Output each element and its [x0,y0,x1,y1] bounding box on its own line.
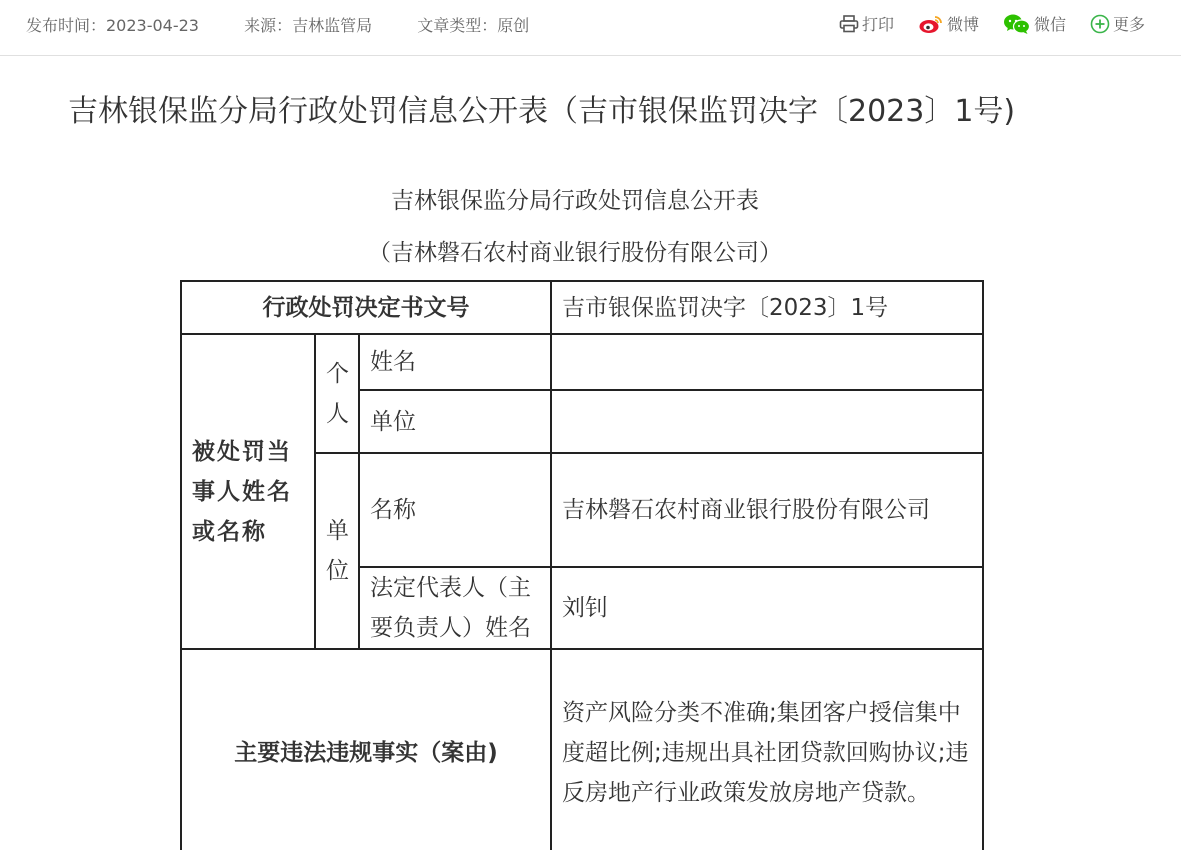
article-type: 文章类型：原创 [417,16,530,35]
decision-number-value: 吉市银保监罚决字〔2023〕1号 [551,281,983,334]
table-row [181,334,983,390]
decision-number-label: 行政处罚决定书文号 [181,281,551,334]
plus-circle-icon [1090,14,1110,34]
entity-label: 单位 [315,453,359,649]
individual-name-label: 姓名 [359,334,551,390]
legal-representative-value: 刘钊 [551,567,983,649]
article-meta [26,13,529,36]
individual-name-value [551,334,983,390]
print-label: 打印 [861,15,894,34]
weibo-label: 微博 [946,15,979,34]
more-share-button[interactable] [1090,12,1145,35]
entity-name-value: 吉林磐石农村商业银行股份有限公司 [551,453,983,567]
entity-name-label: 名称 [359,453,551,567]
share-toolbar [815,12,1145,35]
article-source: 来源：吉林监管局 [244,16,373,35]
wechat-share-button[interactable] [1003,12,1066,35]
individual-unit-value [551,390,983,453]
individual-unit-label: 单位 [359,390,551,453]
publish-time: 发布时间：2023-04-23 [26,16,199,35]
weibo-icon [918,14,944,34]
article-meta-bar [0,0,1181,56]
penalty-info-table [180,280,984,850]
wechat-icon [1003,13,1031,35]
printer-icon [839,15,859,33]
more-label: 更多 [1112,15,1145,34]
violation-facts-label: 主要违法违规事实（案由) [181,649,551,850]
penalized-party-label: 被处罚当事人姓名或名称 [181,334,315,649]
article-title: 吉林银保监分局行政处罚信息公开表（吉市银保监罚决字〔2023〕1号) [68,94,1016,129]
table-row [181,649,983,850]
table-row [181,281,983,334]
weibo-share-button[interactable] [918,12,979,35]
document-subheading: （吉林磐石农村商业银行股份有限公司） [368,240,782,266]
print-button[interactable] [839,12,894,35]
document-heading: 吉林银保监分局行政处罚信息公开表 [391,188,759,214]
legal-representative-label: 法定代表人（主要负责人）姓名 [359,567,551,649]
wechat-label: 微信 [1033,15,1066,34]
violation-facts-value: 资产风险分类不准确;集团客户授信集中度超比例;违规出具社团贷款回购协议;违反房地产行业政策发放房地产贷款。 [551,649,983,850]
individual-label: 个人 [315,334,359,453]
